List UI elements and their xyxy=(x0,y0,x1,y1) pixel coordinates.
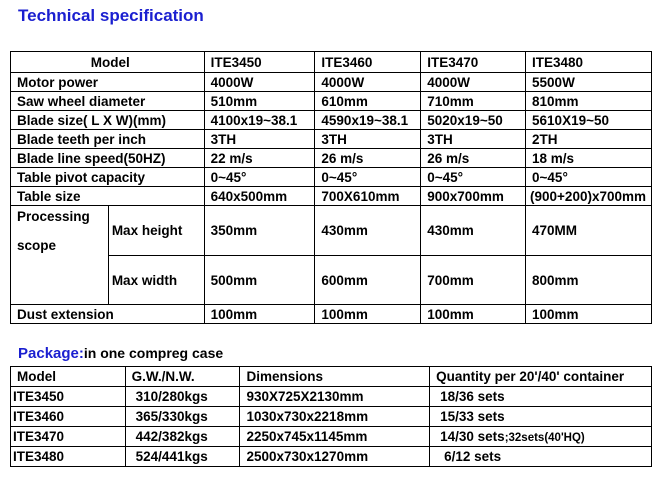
package-row xyxy=(11,387,652,407)
spec-header-model: Model xyxy=(11,52,205,73)
package-weight: 442/382kgs xyxy=(125,427,240,447)
spec-cell: 470MM xyxy=(526,206,652,256)
spec-row-label: Saw wheel diameter xyxy=(11,92,205,111)
spec-header-cell: ITE3470 xyxy=(421,52,526,73)
spec-row-blade-size xyxy=(11,111,652,130)
spec-cell: 5020x19~50 xyxy=(421,111,526,130)
package-quantity-main: 6/12 sets xyxy=(444,449,502,464)
spec-cell: 4000W xyxy=(315,73,421,92)
spec-row-label: Blade line speed(50HZ) xyxy=(11,149,205,168)
spec-header-row xyxy=(11,52,652,73)
spec-cell: 26 m/s xyxy=(315,149,421,168)
package-dimensions: 2250x745x1145mm xyxy=(240,427,430,447)
package-dimensions: 930X725X2130mm xyxy=(240,387,430,407)
spec-cell: 350mm xyxy=(204,206,315,256)
processing-label-line1: Processing xyxy=(17,209,90,224)
spec-cell: 430mm xyxy=(315,206,421,256)
spec-cell: 640x500mm xyxy=(204,187,315,206)
spec-cell: 0~45° xyxy=(421,168,526,187)
spec-cell: 100mm xyxy=(526,305,652,324)
package-weight: 524/441kgs xyxy=(125,447,240,467)
spec-cell: 26 m/s xyxy=(421,149,526,168)
package-quantity xyxy=(430,447,652,467)
spec-cell: 700X610mm xyxy=(315,187,421,206)
spec-cell: 710mm xyxy=(421,92,526,111)
package-header-cell: G.W./N.W. xyxy=(125,367,240,387)
spec-cell: 800mm xyxy=(526,256,652,305)
page-title: Technical specification xyxy=(18,6,204,25)
spec-row-table-size xyxy=(11,187,652,206)
spec-cell: 0~45° xyxy=(315,168,421,187)
max-height-label: Max height xyxy=(108,206,204,256)
package-model: ITE3460 xyxy=(11,407,126,427)
spec-row-label: Dust extension xyxy=(11,305,205,324)
package-model: ITE3450 xyxy=(11,387,126,407)
spec-row-label: Table size xyxy=(11,187,205,206)
spec-cell: 600mm xyxy=(315,256,421,305)
spec-row-max-height xyxy=(11,206,652,256)
package-header-row xyxy=(11,367,652,387)
spec-cell: 100mm xyxy=(315,305,421,324)
spec-cell: 4100x19~38.1 xyxy=(204,111,315,130)
spec-header-cell: ITE3460 xyxy=(315,52,421,73)
spec-cell: 500mm xyxy=(204,256,315,305)
package-quantity-main: 14/30 sets xyxy=(440,429,505,444)
package-title xyxy=(18,345,223,362)
package-quantity xyxy=(430,427,652,447)
spec-row-table-pivot xyxy=(11,168,652,187)
max-width-label: Max width xyxy=(108,256,204,305)
spec-row-label: Motor power xyxy=(11,73,205,92)
package-quantity xyxy=(430,387,652,407)
spec-cell: 2TH xyxy=(526,130,652,149)
spec-row-motor-power xyxy=(11,73,652,92)
spec-header-cell: ITE3450 xyxy=(204,52,315,73)
spec-row-dust xyxy=(11,305,652,324)
package-title-rest: in one compreg case xyxy=(83,345,224,361)
spec-cell: 3TH xyxy=(204,130,315,149)
spec-cell: 5500W xyxy=(526,73,652,92)
spec-row-label: Blade size( L X W)(mm) xyxy=(11,111,205,130)
spec-row-label: Table pivot capacity xyxy=(11,168,205,187)
spec-cell: 700mm xyxy=(421,256,526,305)
package-weight: 310/280kgs xyxy=(125,387,240,407)
spec-cell: 100mm xyxy=(421,305,526,324)
spec-cell: (900+200)x700mm xyxy=(526,187,652,206)
package-quantity-extra: ;32sets(40'HQ) xyxy=(504,432,585,444)
package-dimensions: 2500x730x1270mm xyxy=(240,447,430,467)
spec-row-blade-speed xyxy=(11,149,652,168)
package-dimensions: 1030x730x2218mm xyxy=(240,407,430,427)
package-table xyxy=(10,366,652,467)
spec-table xyxy=(10,51,652,324)
processing-scope-label xyxy=(11,206,109,305)
package-row xyxy=(11,427,652,447)
spec-cell: 100mm xyxy=(204,305,315,324)
spec-cell: 0~45° xyxy=(204,168,315,187)
package-quantity-main: 18/36 sets xyxy=(440,389,505,404)
spec-header-cell: ITE3480 xyxy=(526,52,652,73)
package-weight: 365/330kgs xyxy=(125,407,240,427)
spec-cell: 4000W xyxy=(421,73,526,92)
spec-cell: 22 m/s xyxy=(204,149,315,168)
spec-row-label: Blade teeth per inch xyxy=(11,130,205,149)
package-header-cell: Dimensions xyxy=(240,367,430,387)
package-model: ITE3480 xyxy=(11,447,126,467)
spec-row-blade-teeth xyxy=(11,130,652,149)
spec-cell: 5610X19~50 xyxy=(526,111,652,130)
package-header-cell: Model xyxy=(11,367,126,387)
spec-cell: 3TH xyxy=(421,130,526,149)
spec-cell: 810mm xyxy=(526,92,652,111)
package-title-key: Package: xyxy=(18,345,84,362)
processing-label-line2: scope xyxy=(17,238,57,253)
spec-cell: 0~45° xyxy=(526,168,652,187)
spec-row-saw-wheel xyxy=(11,92,652,111)
spec-cell: 4000W xyxy=(204,73,315,92)
spec-cell: 4590x19~38.1 xyxy=(315,111,421,130)
package-row xyxy=(11,407,652,427)
package-quantity xyxy=(430,407,652,427)
spec-cell: 900x700mm xyxy=(421,187,526,206)
spec-cell: 18 m/s xyxy=(526,149,652,168)
spec-cell: 430mm xyxy=(421,206,526,256)
spec-cell: 3TH xyxy=(315,130,421,149)
package-quantity-main: 15/33 sets xyxy=(440,409,505,424)
spec-cell: 510mm xyxy=(204,92,315,111)
package-model: ITE3470 xyxy=(11,427,126,447)
spec-cell: 610mm xyxy=(315,92,421,111)
package-header-cell: Quantity per 20'/40' container xyxy=(430,367,652,387)
package-row xyxy=(11,447,652,467)
